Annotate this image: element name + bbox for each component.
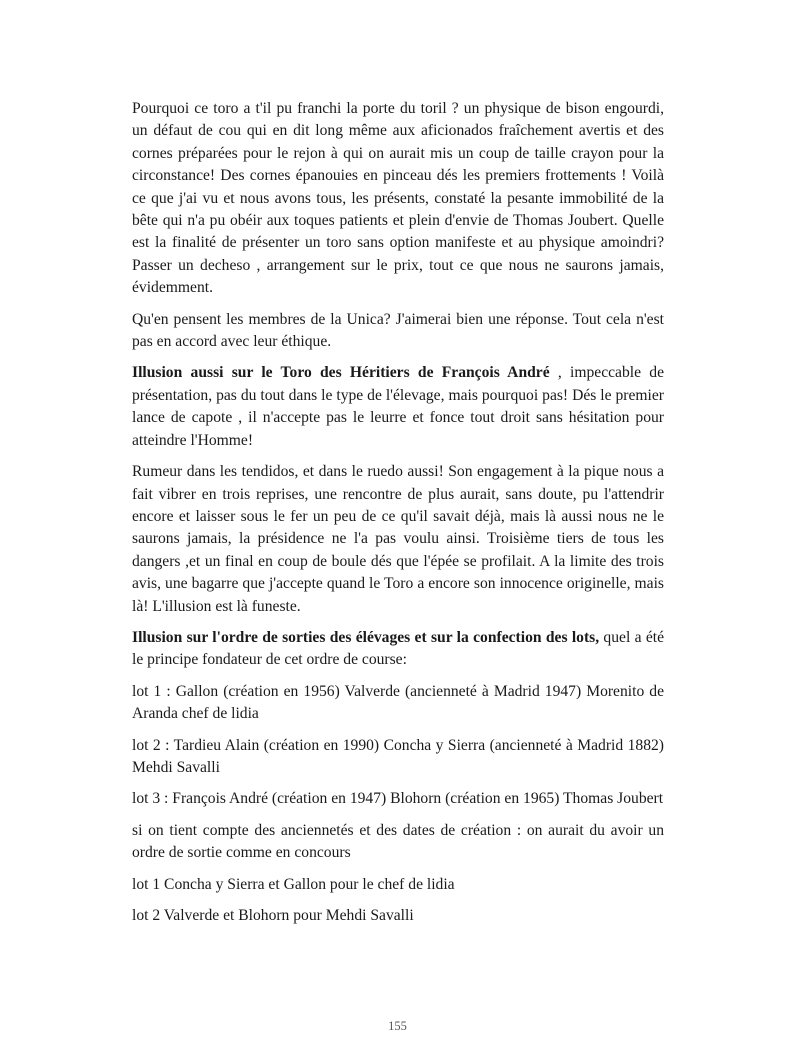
paragraph-lot-1 — [132, 681, 664, 726]
paragraph-rumeur — [132, 461, 664, 618]
paragraph-bold-lead: Illusion sur l'ordre de sorties des élévages et sur la confection des lots, — [132, 628, 600, 646]
paragraph-bold-lead: Illusion aussi sur le Toro des Héritiers de François André — [132, 364, 550, 382]
paragraph-text: , impeccable de présentation, pas du tout dans le type de l'élevage, mais pourquoi pas! Dés le premier lance de capote , il n'accepte pas le leurre et fonce tout droit sans hésitation pour atteindre l'Homme! — [132, 364, 664, 449]
paragraph-proposed-lot-1 — [132, 874, 664, 896]
paragraph-toro-toril — [132, 98, 664, 300]
paragraph-text: Rumeur dans les tendidos, et dans le ruedo aussi! Son engagement à la pique nous a fait vibrer en trois reprises, une rencontre de plus aurait, sans doute, pu l'attendrir encore et laisser sous le fer un peu de ce qu'il savait déjà, mais là aussi nous ne le saurons jamais, la présidence ne l'a pas voulu ainsi. Troisième tiers de tous les dangers ,et un final en coup de boule dés que l'épée se profilait. A la limite des trois avis, une bagarre que j'accepte quand le Toro a encore son innocence originelle, mais là! L'illusion est là funeste. — [132, 463, 664, 615]
paragraph-text: si on tient compte des anciennetés et des dates de création : on aurait du avoir un ordre de sortie comme en concours — [132, 821, 664, 862]
paragraph-text: quel a été le principe fondateur de cet ordre de course: — [132, 628, 665, 669]
paragraph-heritiers — [132, 362, 664, 452]
paragraph-text: lot 1 Concha y Sierra et Gallon pour le chef de lidia — [132, 875, 455, 893]
paragraph-lot-3 — [132, 788, 664, 810]
paragraph-ordre-sorties — [132, 627, 664, 672]
page-number: 155 — [388, 1019, 407, 1033]
paragraph-text: lot 2 Valverde et Blohorn pour Mehdi Savalli — [132, 907, 414, 924]
paragraph-text: lot 3 : François André (création en 1947) Blohorn (création en 1965) Thomas Joubert — [132, 790, 664, 808]
paragraph-proposed-lot-2 — [132, 905, 664, 927]
paragraph-text: lot 1 : Gallon (création en 1956) Valverde (ancienneté à Madrid 1947) Morenito de Aranda chef de lidia — [132, 682, 664, 723]
paragraph-anciennetes — [132, 820, 664, 865]
paragraph-lot-2 — [132, 735, 664, 780]
paragraph-text: Qu'en pensent les membres de la Unica? J'aimerai bien une réponse. Tout cela n'est pas en accord avec leur éthique. — [132, 310, 664, 351]
page-body — [132, 98, 664, 936]
paragraph-text: Pourquoi ce toro a t'il pu franchi la porte du toril ? un physique de bison engourdi, un défaut de cou qui en dit long même aux aficionados fraîchement avertis et des cornes préparées pour le rejon à qui on aurait mis un coup de taille crayon pour la circonstance! Des cornes épanouies en pinceau dés les premiers frottements ! Voilà ce que j'ai vu et nous avons tous, les présents, constaté la pesante immobilité de la bête qui n'a pu obéir aux toques patients et plein d'envie de Thomas Joubert. Quelle est la finalité de présenter un toro sans option manifeste et au physique amoindri? Passer un decheso , arrangement sur le prix, tout ce que nous ne saurons jamais, évidemment. — [132, 100, 664, 297]
paragraph-text: lot 2 : Tardieu Alain (création en 1990) Concha y Sierra (ancienneté à Madrid 1882) Mehdi Savalli — [132, 736, 664, 776]
paragraph-unica — [132, 309, 664, 354]
